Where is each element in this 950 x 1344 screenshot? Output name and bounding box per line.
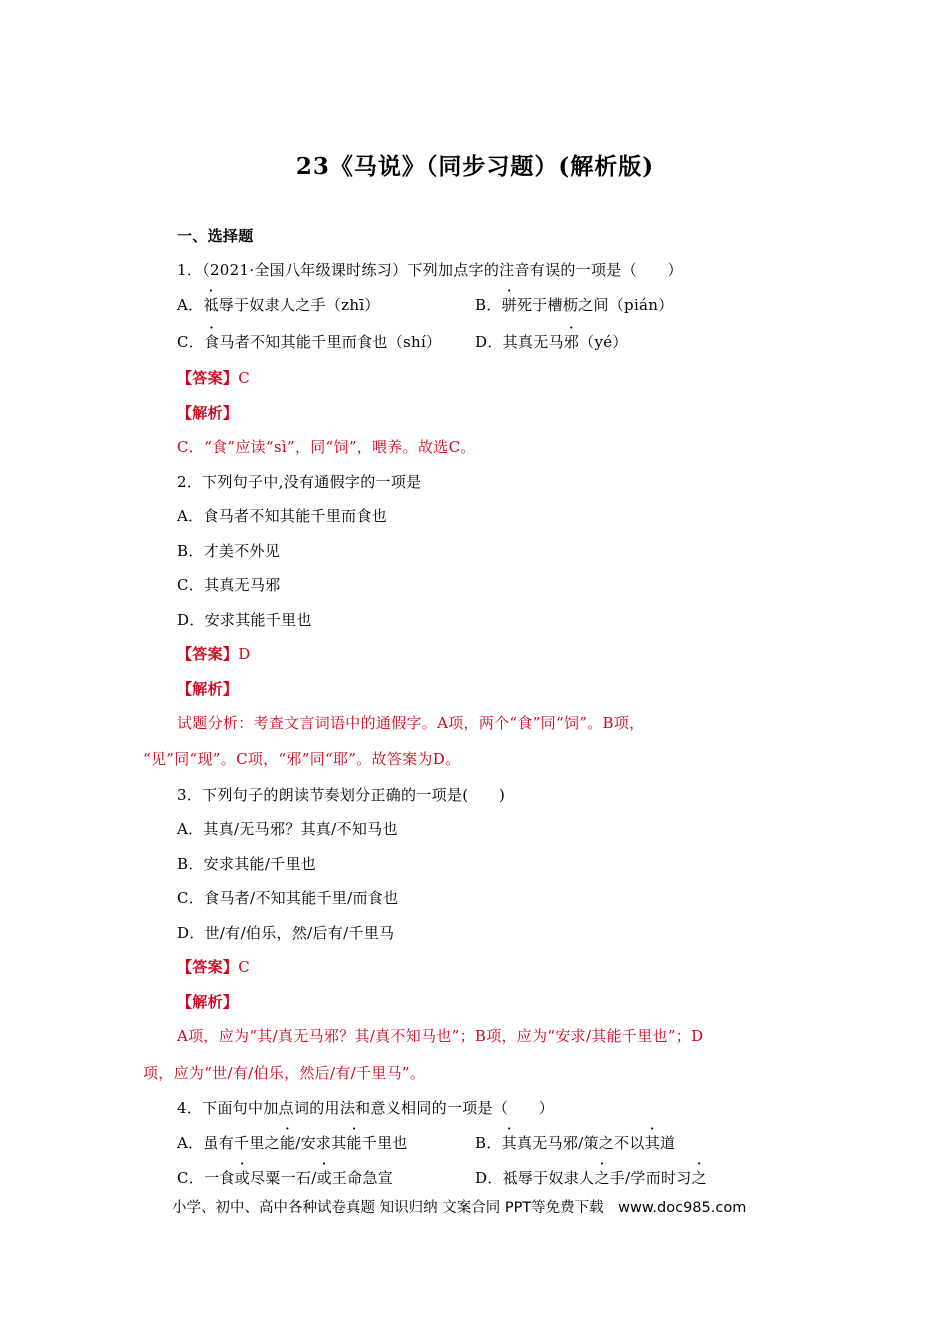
dotted-char: 能 xyxy=(346,1134,362,1152)
dotted-char: 之 xyxy=(691,1169,707,1187)
question-2-option-a: A．食马者不知其能千里而食也 xyxy=(177,507,388,525)
page-title: 23《马说》（同步习题）(解析版) xyxy=(295,153,655,180)
question-2-option-d: D．安求其能千里也 xyxy=(177,611,312,629)
question-4-option-c: C．一食或尽粟一石/或王命急宣 xyxy=(177,1169,394,1187)
question-2-option-b: B．才美不外见 xyxy=(177,542,281,560)
question-3-analysis-line-1: A项，应为“其/真无马邪？其/真不知马也”；B项，应为“安求/其能千里也”；D xyxy=(177,1027,704,1045)
question-1-answer: 【答案】C xyxy=(177,369,250,387)
question-3-analysis-label: 【解析】 xyxy=(177,993,239,1011)
dotted-char: 食 xyxy=(204,333,220,351)
question-2-stem: 2．下列句子中,没有通假字的一项是 xyxy=(177,473,422,491)
dotted-char: 祗 xyxy=(203,296,219,314)
question-4-option-b: B．其真无马邪/策之不以其道 xyxy=(475,1134,676,1152)
question-3-option-d: D．世/有/伯乐，然/后有/千里马 xyxy=(177,924,395,942)
footer-watermark: 小学、初中、高中各种试卷真题 知识归纳 文案合同 PPT等免费下载 www.doc985.com xyxy=(172,1200,747,1216)
question-2-analysis-line-2: “见”同“现”。C项，“邪”同“耶”。故答案为D。 xyxy=(143,750,461,768)
question-1-analysis-label: 【解析】 xyxy=(177,404,239,422)
question-2-analysis-line-1: 试题分析：考查文言词语中的通假字。A项，两个“食”同“饲”。B项， xyxy=(177,714,645,732)
dotted-char: 其 xyxy=(644,1134,661,1152)
dotted-char: 其 xyxy=(501,1134,517,1152)
dotted-char: 或 xyxy=(316,1169,332,1187)
question-1-option-b: B．骈死于槽枥之间（pián） xyxy=(475,296,674,314)
question-1-option-d: D．其真无马邪（yé） xyxy=(475,333,628,351)
question-4-stem: 4．下面句中加点词的用法和意义相同的一项是（ ） xyxy=(177,1099,555,1117)
dotted-char: 能 xyxy=(279,1134,296,1152)
question-4-option-d: D．祗辱于奴隶人之手/学而时习之 xyxy=(475,1169,707,1187)
question-1-stem: 1．（2021·全国八年级课时练习）下列加点字的注音有误的一项是（ ） xyxy=(177,261,683,279)
dotted-char: 邪 xyxy=(563,333,580,351)
question-2-option-c: C．其真无马邪 xyxy=(177,576,281,594)
dotted-char: 骈 xyxy=(501,296,517,314)
question-2-analysis-label: 【解析】 xyxy=(177,680,239,698)
question-3-option-a: A．其真/无马邪？其真/不知马也 xyxy=(177,820,398,838)
question-3-answer: 【答案】C xyxy=(177,958,250,976)
dotted-char: 之 xyxy=(594,1169,610,1187)
question-1-option-a: A．祗辱于奴隶人之手（zhī） xyxy=(177,296,380,314)
section-heading: 一、选择题 xyxy=(177,227,254,245)
question-3-option-c: C．食马者/不知其能千里/而食也 xyxy=(177,889,399,907)
question-2-answer: 【答案】D xyxy=(177,645,251,663)
question-1-option-c: C．食马者不知其能千里而食也（shí） xyxy=(177,333,442,351)
question-4-option-a: A．虽有千里之能/安求其能千里也 xyxy=(177,1134,408,1152)
dotted-char: 或 xyxy=(234,1169,250,1187)
question-3-stem: 3．下列句子的朗读节奏划分正确的一项是( ) xyxy=(177,786,506,804)
question-3-option-b: B．安求其能/千里也 xyxy=(177,855,317,873)
question-3-analysis-line-2: 项，应为“世/有/伯乐，然后/有/千里马”。 xyxy=(143,1064,426,1082)
question-1-analysis: C．“食”应读“sì”，同“饲”，喂养。故选C。 xyxy=(177,438,476,456)
